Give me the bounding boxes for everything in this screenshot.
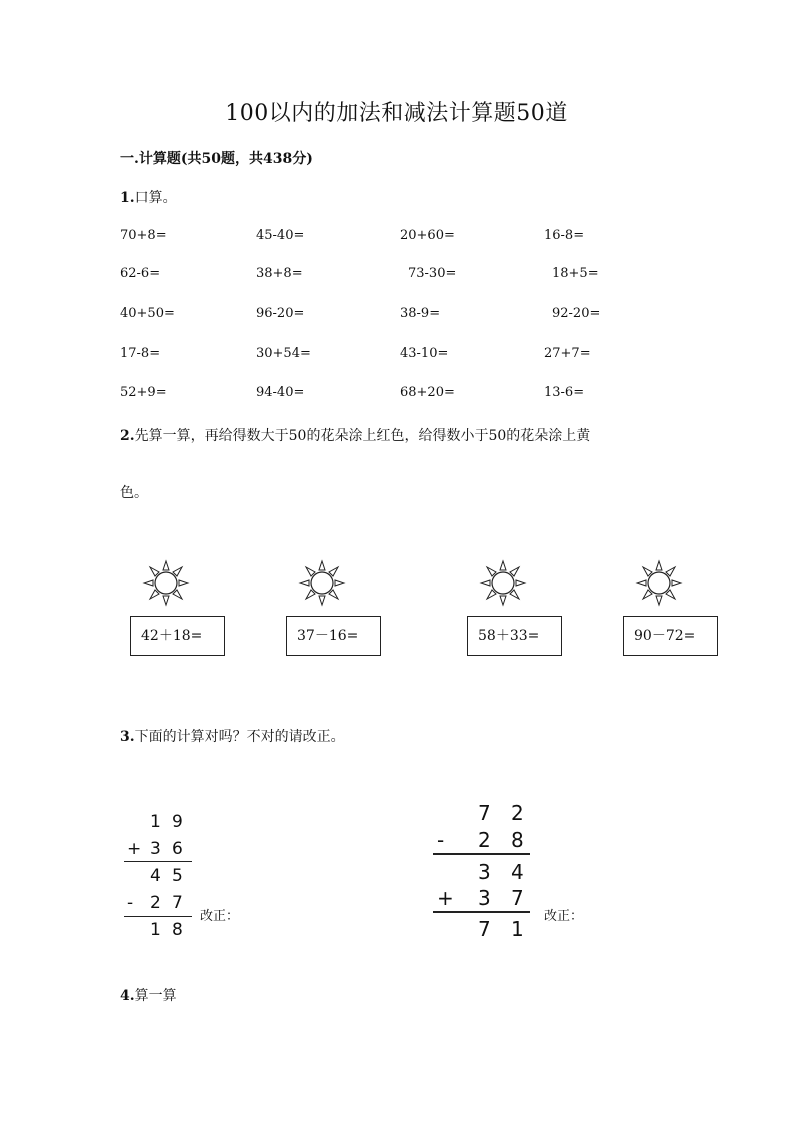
- equation-box: 37－16=: [286, 616, 381, 656]
- divider-line: [124, 861, 192, 862]
- q1-r0-c1: 45-40=: [256, 228, 305, 243]
- digit: 4: [511, 860, 524, 884]
- q1-r3-c0: 17-8=: [120, 346, 161, 361]
- q1-r1-c1: 38+8=: [256, 266, 303, 281]
- page-title: 100以内的加法和减法计算题50道: [225, 101, 568, 126]
- question-1: [120, 187, 177, 207]
- question-4-number: 4.: [120, 988, 135, 1004]
- q1-r4-c0: 52+9=: [120, 385, 167, 400]
- q1-r2-c2: 38-9=: [400, 306, 441, 321]
- question-2-text: 先算一算，再给得数大于50的花朵涂上红色，给得数小于50的花朵涂上黄: [134, 428, 591, 444]
- digit: 9: [172, 812, 183, 832]
- digit: 2: [478, 828, 491, 852]
- correction-label: 改正：: [200, 909, 240, 924]
- q1-r3-c2: 43-10=: [400, 346, 449, 361]
- q1-r1-c3: 18+5=: [552, 266, 599, 281]
- question-1-number: 1.: [120, 190, 135, 206]
- q1-r3-c1: 30+54=: [256, 346, 311, 361]
- digit: 1: [150, 812, 161, 832]
- question-4-text: 算一算: [134, 988, 177, 1004]
- digit: 2: [511, 801, 524, 825]
- q1-r4-c1: 94-40=: [256, 385, 305, 400]
- digit: 7: [478, 917, 491, 941]
- digit: 3: [150, 839, 161, 859]
- digit: 7: [172, 893, 183, 913]
- operator: -: [437, 828, 445, 852]
- digit: 3: [478, 886, 491, 910]
- digit: 3: [478, 860, 491, 884]
- correction-label: 改正：: [544, 909, 584, 924]
- equation-box: 42＋18=: [130, 616, 225, 656]
- divider-line: [433, 853, 530, 855]
- q1-r1-c2: 73-30=: [408, 266, 457, 281]
- equation-box: 90－72=: [623, 616, 718, 656]
- q1-r0-c3: 16-8=: [544, 228, 585, 243]
- q1-r0-c0: 70+8=: [120, 228, 167, 243]
- question-2: [120, 425, 590, 445]
- digit: 7: [478, 801, 491, 825]
- digit: 7: [511, 886, 524, 910]
- digit: 4: [150, 866, 161, 886]
- q1-r4-c3: 13-6=: [544, 385, 585, 400]
- question-3-text: 下面的计算对吗？不对的请改正。: [134, 729, 345, 745]
- q1-r4-c2: 68+20=: [400, 385, 455, 400]
- q1-r1-c0: 62-6=: [120, 266, 161, 281]
- divider-line: [124, 916, 192, 917]
- q1-r3-c3: 27+7=: [544, 346, 591, 361]
- operator: +: [127, 839, 142, 859]
- question-1-text: 口算。: [134, 190, 177, 206]
- digit: 2: [150, 893, 161, 913]
- digit: 5: [172, 866, 183, 886]
- digit: 1: [150, 920, 161, 940]
- sun-flower-icon: [478, 558, 528, 608]
- digit: 6: [172, 839, 183, 859]
- q1-r2-c0: 40+50=: [120, 306, 175, 321]
- question-4: [120, 985, 177, 1005]
- q1-r0-c2: 20+60=: [400, 228, 455, 243]
- sun-flower-icon: [141, 558, 191, 608]
- question-2-text-continued: 色。: [120, 485, 148, 501]
- operator: +: [437, 886, 454, 910]
- divider-line: [433, 911, 530, 913]
- equation-box: 58＋33=: [467, 616, 562, 656]
- question-3: [120, 726, 345, 746]
- q1-r2-c3: 92-20=: [552, 306, 601, 321]
- question-2-number: 2.: [120, 428, 135, 444]
- section-heading: 一.计算题(共50题，共438分): [120, 151, 313, 167]
- sun-flower-icon: [297, 558, 347, 608]
- digit: 8: [172, 920, 183, 940]
- operator: -: [127, 893, 134, 913]
- q1-r2-c1: 96-20=: [256, 306, 305, 321]
- digit: 8: [511, 828, 524, 852]
- digit: 1: [511, 917, 524, 941]
- sun-flower-icon: [634, 558, 684, 608]
- question-3-number: 3.: [120, 729, 135, 745]
